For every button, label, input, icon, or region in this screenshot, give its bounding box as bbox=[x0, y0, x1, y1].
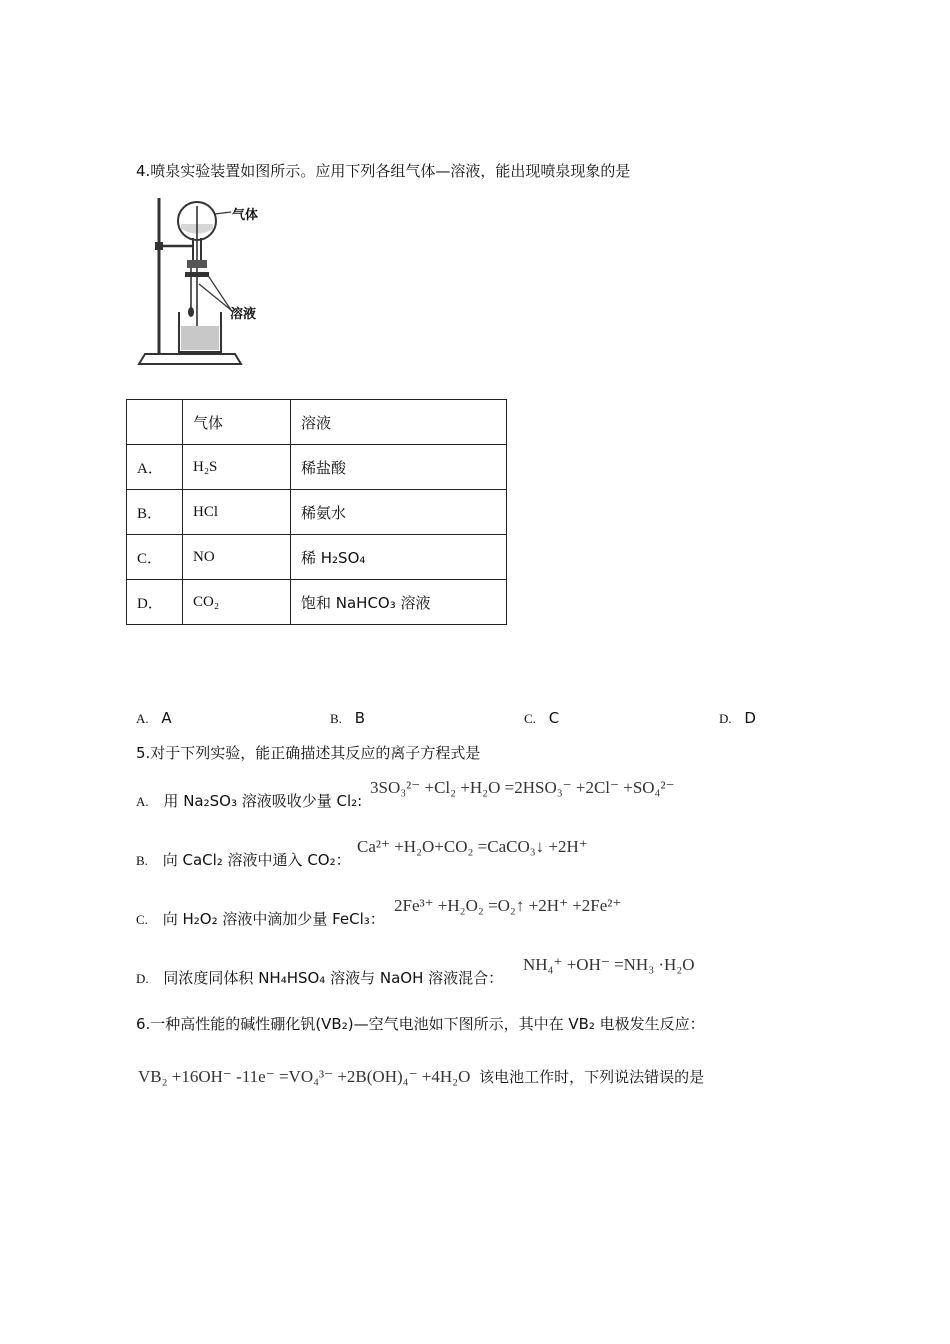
option-letter: A. bbox=[136, 794, 149, 809]
figure-label-gas: 气体 bbox=[232, 208, 259, 223]
q4-choice-a[interactable] bbox=[136, 709, 172, 727]
choice-letter: A. bbox=[136, 711, 149, 726]
choice-value: C bbox=[548, 709, 560, 727]
option-letter: B. bbox=[136, 853, 148, 868]
q4-choice-d[interactable] bbox=[719, 709, 756, 727]
table-cell bbox=[127, 400, 183, 445]
table-cell: H₂S bbox=[183, 445, 291, 490]
table-cell: C． bbox=[127, 535, 183, 580]
q4-options-table bbox=[126, 399, 507, 625]
choice-letter: D. bbox=[719, 711, 732, 726]
table-row bbox=[127, 580, 507, 625]
q5-option-c[interactable] bbox=[136, 908, 385, 929]
option-text: 向 H₂O₂ 溶液中滴加少量 FeCl₃： bbox=[162, 910, 385, 928]
figure-label-solution: 溶液 bbox=[230, 307, 257, 322]
option-text: 用 Na₂SO₃ 溶液吸收少量 Cl₂: bbox=[163, 792, 363, 810]
table-cell: 稀 H₂SO₄ bbox=[291, 535, 507, 580]
table-cell: A． bbox=[127, 445, 183, 490]
q4-choice-c[interactable] bbox=[524, 709, 559, 727]
table-cell: 气体 bbox=[183, 400, 291, 445]
q5-equation-c: 2Fe³⁺ +H₂O₂ =O₂↑ +2H⁺ +2Fe²⁺ bbox=[394, 896, 622, 915]
q5-equation-d: NH₄⁺ +OH⁻ =NH₃ ·H₂O bbox=[523, 955, 695, 974]
option-letter: D. bbox=[136, 971, 149, 986]
choice-value: D bbox=[744, 709, 756, 727]
table-cell: 饱和 NaHCO₃ 溶液 bbox=[291, 580, 507, 625]
choice-letter: B. bbox=[330, 711, 342, 726]
q6-stem: 6.一种高性能的碱性硼化钒(VB₂)—空气电池如下图所示，其中在 VB₂ 电极发生反应： bbox=[136, 1015, 705, 1033]
q4-choice-b[interactable] bbox=[330, 709, 365, 727]
choice-value: B bbox=[354, 709, 365, 727]
table-cell: 稀盐酸 bbox=[291, 445, 507, 490]
table-row bbox=[127, 445, 507, 490]
q5-option-b[interactable] bbox=[136, 849, 351, 870]
q5-equation-a: 3SO₃²⁻ +Cl₂ +H₂O =2HSO₃⁻ +2Cl⁻ +SO₄²⁻ bbox=[370, 778, 675, 797]
q6-line bbox=[138, 1066, 704, 1087]
table-header-row bbox=[127, 400, 507, 445]
q5-equation-b: Ca²⁺ +H₂O+CO₂ =CaCO₃↓ +2H⁺ bbox=[357, 837, 588, 856]
choice-value: A bbox=[161, 709, 172, 727]
option-letter: C. bbox=[136, 912, 148, 927]
table-cell: HCl bbox=[183, 490, 291, 535]
table-cell: D． bbox=[127, 580, 183, 625]
option-text: 同浓度同体积 NH₄HSO₄ 溶液与 NaOH 溶液混合： bbox=[163, 969, 504, 987]
q5-option-d[interactable] bbox=[136, 967, 503, 988]
q5-stem: 5.对于下列实验，能正确描述其反应的离子方程式是 bbox=[136, 744, 481, 762]
table-cell: NO bbox=[183, 535, 291, 580]
table-row bbox=[127, 535, 507, 580]
choice-letter: C. bbox=[524, 711, 536, 726]
table-cell: 稀氨水 bbox=[291, 490, 507, 535]
q6-equation: VB₂ +16OH⁻ -11e⁻ =VO₄³⁻ +2B(OH)₄⁻ +4H₂O bbox=[138, 1067, 471, 1086]
q6-tail: 该电池工作时，下列说法错误的是 bbox=[479, 1068, 705, 1086]
table-cell: CO₂ bbox=[183, 580, 291, 625]
q5-option-a[interactable] bbox=[136, 790, 362, 811]
q4-stem: 4.喷泉实验装置如图所示。应用下列各组气体—溶液，能出现喷泉现象的是 bbox=[136, 162, 631, 180]
option-text: 向 CaCl₂ 溶液中通入 CO₂： bbox=[162, 851, 351, 869]
table-cell: B． bbox=[127, 490, 183, 535]
table-cell: 溶液 bbox=[291, 400, 507, 445]
table-row bbox=[127, 490, 507, 535]
